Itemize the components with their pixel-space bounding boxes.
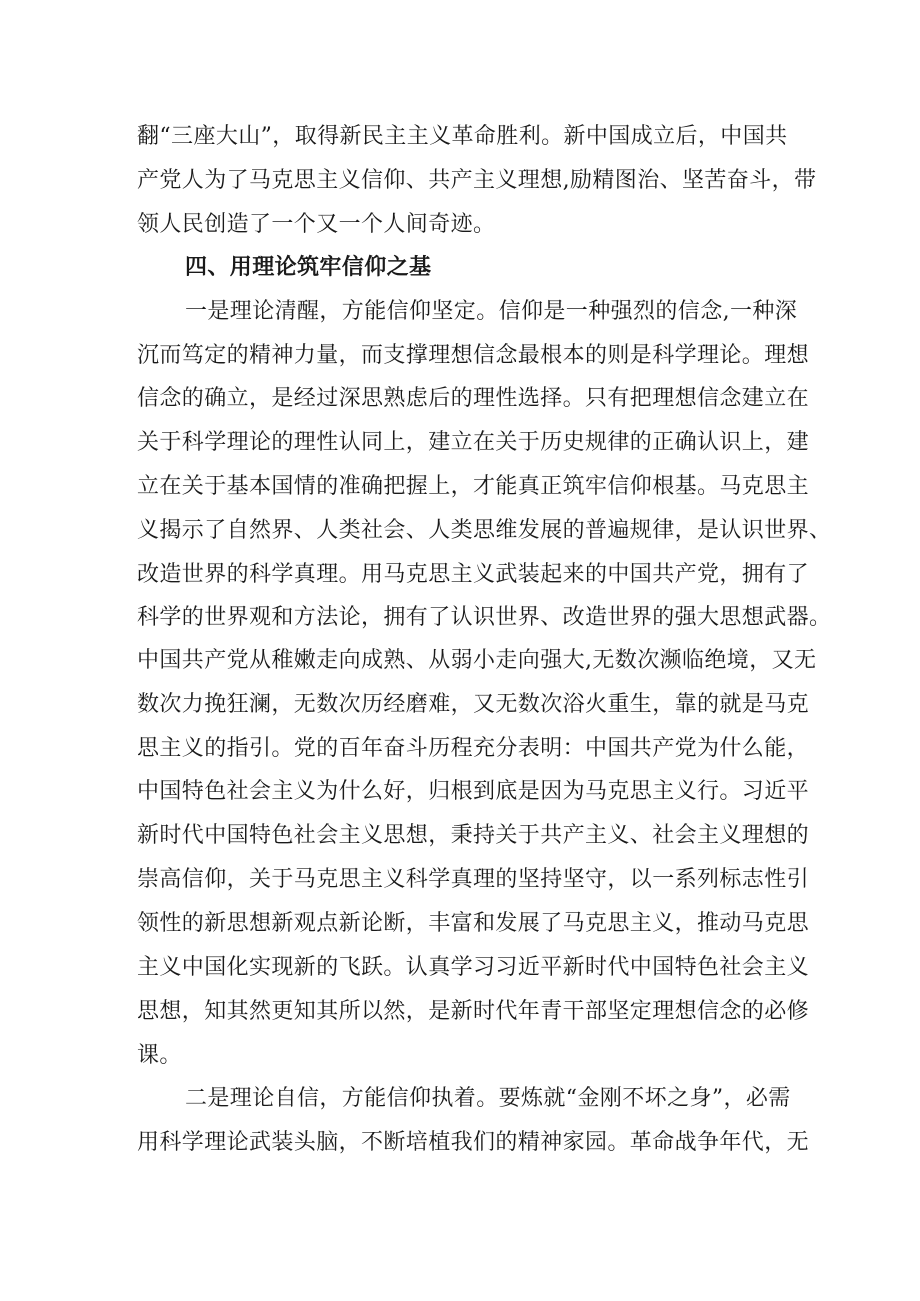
text-line-11: 改造世界的科学真理。用马克思主义武装起来的中国共产党，拥有了 [137, 562, 810, 587]
text-line-8: 关于科学理论的理性认同上，建立在关于历史规律的正确认识上，建 [137, 430, 810, 455]
text-line-15: 思主义的指引。党的百年奋斗历程充分表明：中国共产党为什么能， [137, 736, 810, 761]
text-line-20: 主义中国化实现新的飞跃。认真学习习近平新时代中国特色社会主义 [137, 955, 810, 980]
paragraph-2-start: 二是理论自信，方能信仰执着。要炼就“金刚不坏之身”，必需 [185, 1086, 791, 1111]
text-line-3: 领人民创造了一个又一个人间奇迹。 [137, 212, 496, 237]
text-line-13: 中国共产党从稚嫩走向成熟、从弱小走向强大,无数次濒临绝境，又无 [137, 648, 817, 673]
text-line-17: 新时代中国特色社会主义思想，秉持关于共产主义、社会主义理想的 [137, 823, 810, 848]
text-line-2: 产党人为了马克思主义信仰、共产主义理想,励精图治、坚苦奋斗，带 [137, 168, 817, 193]
text-line-9: 立在关于基本国情的准确把握上，才能真正筑牢信仰根基。马克思主 [137, 474, 810, 499]
text-line-14: 数次力挽狂澜，无数次历经磨难，又无数次浴火重生，靠的就是马克 [137, 692, 810, 717]
text-line-18: 崇高信仰，关于马克思主义科学真理的坚持坚守，以一系列标志性引 [137, 867, 810, 892]
text-line-6: 沉而笃定的精神力量，而支撑理想信念最根本的则是科学理论。理想 [137, 343, 810, 368]
text-line-21: 思想，知其然更知其所以然，是新时代年青干部坚定理想信念的必修 [137, 999, 810, 1024]
text-line-1: 翻“三座大山”，取得新民主主义革命胜利。新中国成立后，中国共 [137, 124, 788, 149]
text-line-16: 中国特色社会主义为什么好，归根到底是因为马克思主义行。习近平 [137, 779, 810, 804]
text-line-12: 科学的世界观和方法论，拥有了认识世界、改造世界的强大思想武器。 [137, 605, 832, 630]
text-line-24: 用科学理论武装头脑，不断培植我们的精神家园。革命战争年代，无 [137, 1130, 810, 1155]
paragraph-1-start: 一是理论清醒，方能信仰坚定。信仰是一种强烈的信念,一种深 [185, 299, 798, 324]
text-line-19: 领性的新思想新观点新论断，丰富和发展了马克思主义，推动马克思 [137, 911, 810, 936]
section-heading: 四、用理论筑牢信仰之基 [185, 255, 432, 280]
text-line-7: 信念的确立，是经过深思熟虑后的理性选择。只有把理想信念建立在 [137, 386, 810, 411]
text-line-10: 义揭示了自然界、人类社会、人类思维发展的普遍规律，是认识世界、 [137, 518, 832, 543]
text-line-22: 课。 [137, 1043, 182, 1068]
